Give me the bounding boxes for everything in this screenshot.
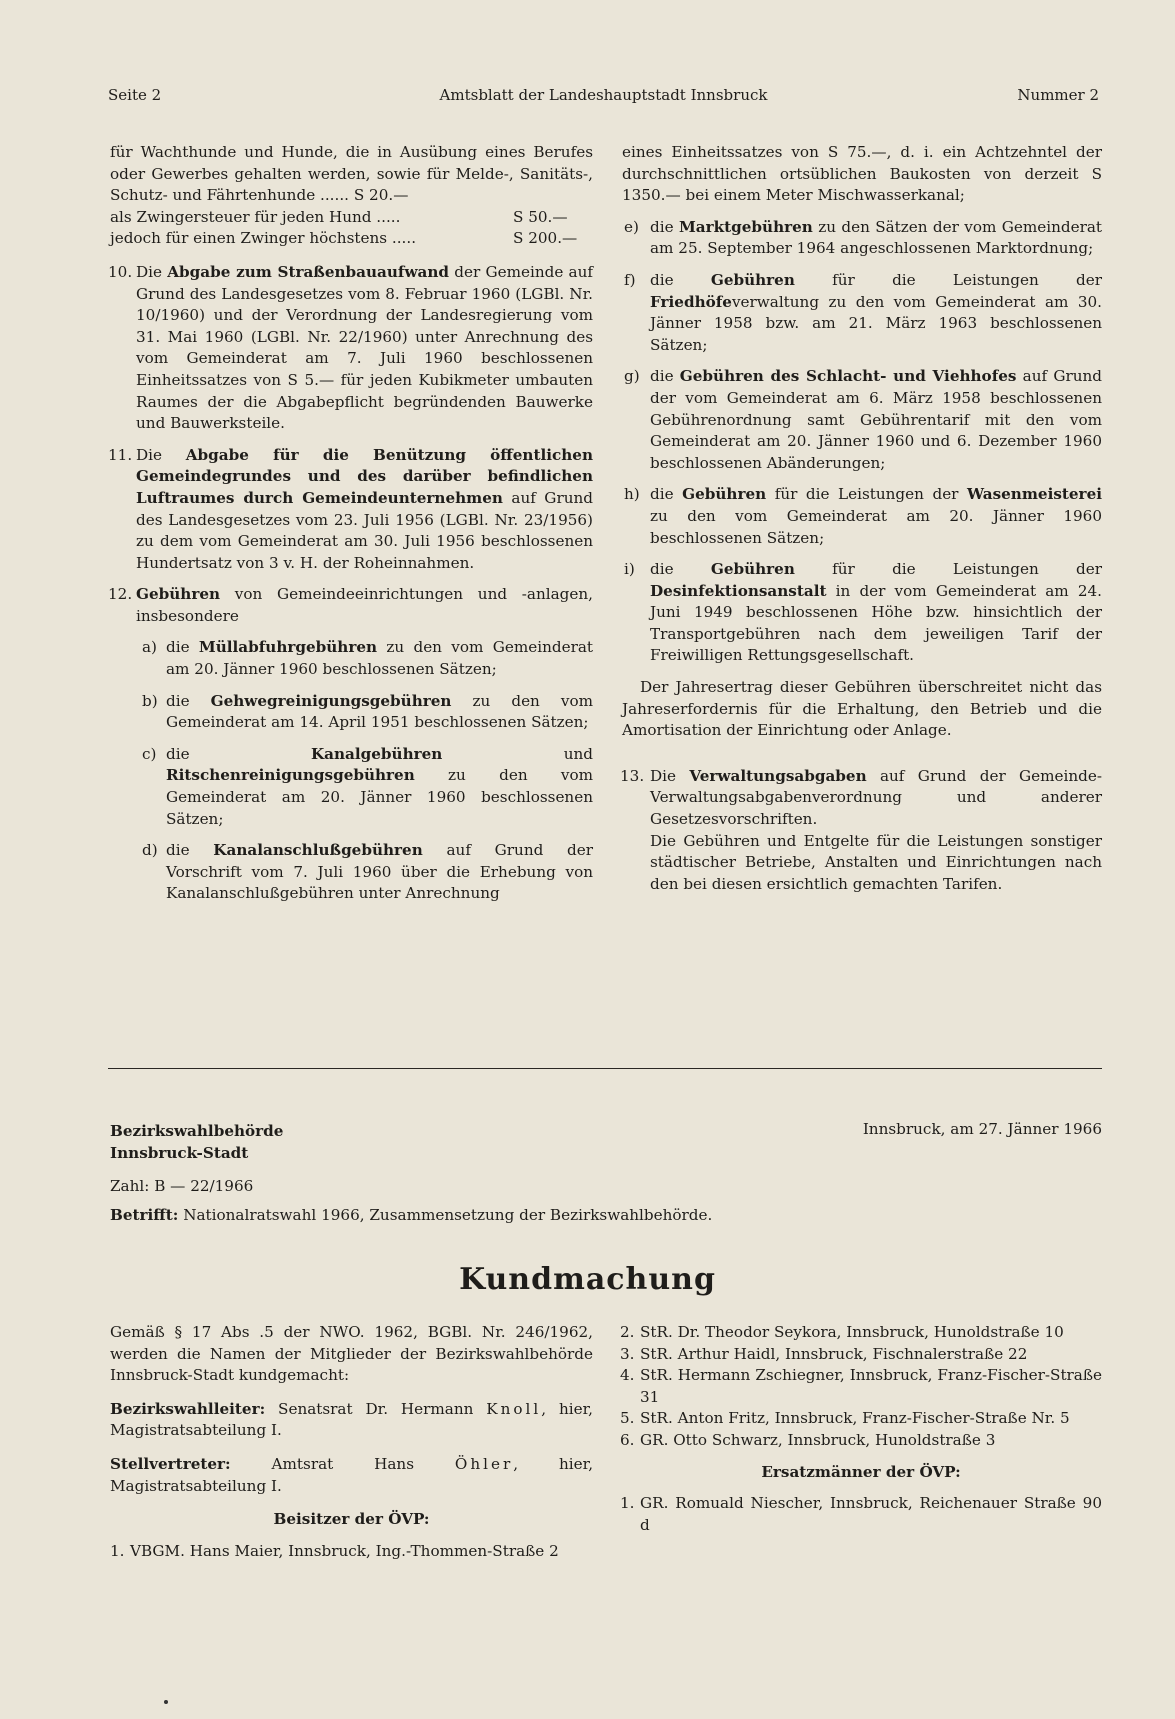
sub-item-i: i) die Gebühren für die Leistungen der Desinfektionsanstalt in der vom Gemeinderat am 24. Juni 1949 beschlossenen Höhe bzw. hinsichtlich der Transportgebühren nach dem jeweiligen Tarif der Freiwilligen Rettungsgesellschaft. — [624, 560, 1103, 665]
item-number: 10. — [108, 262, 133, 281]
sub-item-f: f) die Gebühren für die Leistungen der Friedhöfeverwaltung zu den vom Gemeinderat am 30. Jänner 1958 bzw. am 21. März 1963 beschlossenen Sätzen; — [624, 270, 1103, 354]
item-number: 12. — [108, 585, 133, 604]
sub-item-h: h) die Gebühren für die Leistungen der Wasenmeisterei zu den vom Gemeinderat am 20. Jänner 1960 beschlossenen Sätzen; — [624, 485, 1102, 547]
list-item: 6. GR. Otto Schwarz, Innsbruck, Hunoldstraße 3 — [620, 1430, 996, 1449]
dog-tax-continuation: für Wachthunde und Hunde, die in Ausübung eines Berufes oder Gewerbes gehalten werden, sowie für Melde-, Sanitäts-, Schutz- und Fährtenhunde ...... S 20.— als Zwingersteuer für jeden Hund ..... S 50.— jedoch für einen Zwinger höchstens ..... S 200.— — [110, 142, 593, 250]
sub-item-e: e) die Marktgebühren zu den Sätzen der vom Gemeinderat am 25. September 1964 angeschlossenen Marktordnung; — [624, 217, 1103, 258]
section-divider — [108, 1068, 1102, 1069]
subject-line: Betrifft: Nationalratswahl 1966, Zusammensetzung der Bezirkswahlbehörde. — [110, 1206, 713, 1224]
page-header — [108, 86, 1099, 108]
notice-title: Kundmachung — [459, 1262, 716, 1297]
item-13-paragraph-2: Die Gebühren und Entgelte für die Leistungen sonstiger städtischer Betriebe, Anstalten und Einrichtungen nach den bei diesen ersichtlich gemachten Tarifen. — [650, 831, 1102, 893]
publication-title: Amtsblatt der Landeshauptstadt Innsbruck — [439, 86, 768, 104]
sub-item-d: d) die Kanalanschlußgebühren auf Grund der Vorschrift vom 7. Juli 1960 über die Erhebung von Kanalanschlußgebühren unter Anrechnung — [142, 841, 594, 903]
substitutes-heading: Ersatzmänner der ÖVP: — [761, 1462, 961, 1481]
sub-item-a: a) die Müllabfuhrgebühren zu den vom Gemeinderat am 20. Jänner 1960 beschlossenen Sätzen; — [142, 638, 593, 679]
sub-item-c: c) die Kanalgebühren und Ritschenreinigungsgebühren zu den vom Gemeinderat am 20. Jänner 1960 beschlossenen Sätzen; — [142, 744, 594, 828]
notice-date: Innsbruck, am 27. Jänner 1966 — [862, 1120, 1102, 1138]
notice-intro: Gemäß § 17 Abs .5 der NWO. 1962, BGBl. Nr. 246/1962, werden die Namen der Mitglieder der Bezirkswahlbehörde Innsbruck-Stadt kundgemacht: — [110, 1323, 593, 1385]
list-item: 1. GR. Romuald Niescher, Innsbruck, Reichenauer Straße 90 d — [620, 1494, 1102, 1534]
election-leader: Bezirkswahlleiter: Senatsrat Dr. Hermann Knoll, hier, Magistratsabteilung I. — [110, 1399, 594, 1440]
notice-left-column — [110, 1322, 593, 1562]
zwinger-max-line: jedoch für einen Zwinger höchstens ..... S 200.— — [110, 229, 578, 248]
assessors-heading: Beisitzer der ÖVP: — [273, 1510, 430, 1529]
yield-statement: Der Jahresertrag dieser Gebühren überschreitet nicht das Jahreserfordernis für die Erhaltung, den Betrieb und die Amortisation der Einrichtung oder Anlage. — [622, 678, 1102, 740]
notice-right-column — [620, 1322, 1102, 1536]
item-number: 11. — [108, 445, 133, 464]
sub-item-d-continuation: eines Einheitssatzes von S 75.—, d. i. ein Achtzehntel der durchschnittlichen ortsüblichen Baukosten von derzeit S 1350.— bei einem Meter Mischwasserkanal; — [622, 143, 1102, 205]
item-number: 13. — [620, 766, 645, 785]
item-13: 13. Die Verwaltungsabgaben auf Grund der Gemeinde-Verwaltungsabgabenverordnung und anderer Gesetzesvorschriften. Die Gebühren und Entgelte für die Leistungen sonstiger städtischer Betriebe, Anstalten und Einrichtungen nach den bei diesen ersichtlich gemachten Tarifen. — [622, 766, 1102, 896]
right-column — [622, 142, 1102, 895]
zwinger-tax-line: als Zwingersteuer für jeden Hund ..... S 50.— — [110, 207, 568, 226]
list-item: 5. StR. Anton Fritz, Innsbruck, Franz-Fischer-Straße Nr. 5 — [620, 1409, 1070, 1428]
issuing-authority: Bezirkswahlbehörde Innsbruck-Stadt — [110, 1122, 284, 1162]
dog-tax-intro: für Wachthunde und Hunde, die in Ausübung eines Berufes oder Gewerbes gehalten werden, sowie für Melde-, Sanitäts-, Schutz- und Fährtenhunde — [110, 143, 593, 205]
ink-speck — [164, 1700, 168, 1704]
deputy: Stellvertreter: Amtsrat Hans Öhler, hier, Magistratsabteilung I. — [110, 1454, 594, 1495]
item-12: 12. Gebühren von Gemeindeeinrichtungen und -anlagen, insbesondere — [108, 585, 593, 625]
item-10: 10. Die Abgabe zum Straßenbauaufwand der Gemeinde auf Grund des Landesgesetzes vom 8. Februar 1960 (LGBl. Nr. 10/1960) und der Verordnung der Landesregierung vom 31. Mai 1960 (LGBl. Nr. 22/1960) unter Anrechnung des vom Gemeinderat am 7. Juli 1960 beschlossenen Einheitssatzes von S 5.— für jeden Kubikmeter umbauten Raumes der die Abgabepflicht begründenden Bauwerke und Bauwerksteile. — [108, 262, 593, 433]
list-item: 4. StR. Hermann Zschiegner, Innsbruck, Franz-Fischer-Straße 31 — [620, 1366, 1102, 1406]
sub-item-b: b) die Gehwegreinigungsgebühren zu den vom Gemeinderat am 14. April 1951 beschlossenen Sätzen; — [142, 691, 594, 732]
reference-number: Zahl: B — 22/1966 — [110, 1177, 254, 1195]
sub-item-g: g) die Gebühren des Schlacht- und Viehhofes auf Grund der vom Gemeinderat am 6. März 1958 beschlossenen Gebührenordnung samt Gebührentarif mit den vom Gemeinderat am 20. Jänner 1960 und 6. Dezember 1960 beschlossenen Abänderungen; — [624, 367, 1103, 472]
item-11: 11. Die Abgabe für die Benützung öffentlichen Gemeindegrundes und des darüber befindlichen Luftraumes durch Gemeindeunternehmen auf Grund des Landesgesetzes vom 23. Juli 1956 (LGBl. Nr. 23/1956) zu dem vom Gemeinderat am 30. Juli 1956 beschlossenen Hundertsatz von 3 v. H. der Roheinnahmen. — [108, 445, 594, 572]
page-number: Seite 2 — [108, 86, 162, 104]
list-item: 1. VBGM. Hans Maier, Innsbruck, Ing.-Thommen-Straße 2 — [110, 1541, 559, 1560]
issue-number: Nummer 2 — [1017, 86, 1099, 104]
list-item: 2. StR. Dr. Theodor Seykora, Innsbruck, Hunoldstraße 10 — [620, 1323, 1064, 1341]
left-column — [110, 142, 593, 915]
dog-tax-intro-value: S 20.— — [353, 186, 409, 205]
list-item: 3. StR. Arthur Haidl, Innsbruck, Fischnalerstraße 22 — [620, 1344, 1028, 1363]
